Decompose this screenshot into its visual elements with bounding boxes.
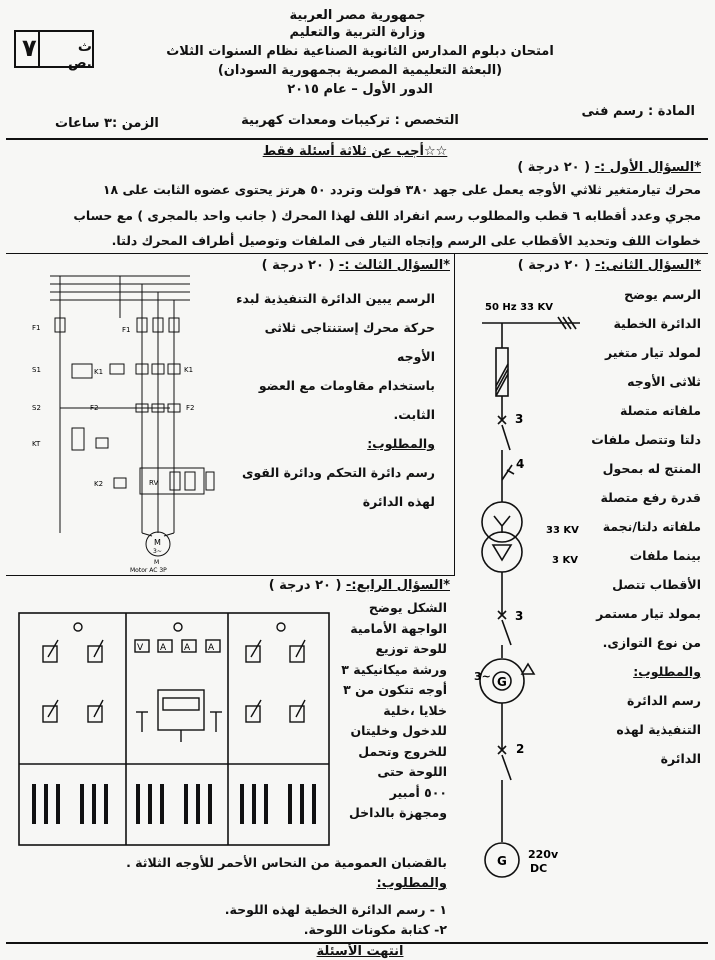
gen-mark: G — [497, 675, 507, 689]
q1-line1: محرك تيارمتغير ثلاثي الأوجه يعمل على جهد ٣٨٠ فولت وتردد ٥٠ هرتز يحتوى عضوه الثابت على ١٨ — [102, 182, 701, 197]
q2-line: ملفاته متصلة — [620, 403, 701, 418]
q3-text — [235, 284, 435, 516]
ammeter-label-2: A — [184, 643, 191, 653]
q2-line: ملفاته دلتا/نجمة — [602, 519, 701, 534]
q2-line: لمولد تيار متغير — [605, 345, 701, 360]
motor-caption: Motor AC 3P — [130, 567, 167, 573]
q4-switchboard-panel — [18, 612, 330, 850]
switch-label-4: 4 — [516, 457, 525, 471]
header-exam-title: امتحان دبلوم المدارس الثانوية الصناعية نظام السنوات الثلاث — [166, 44, 554, 59]
q3-title: *السؤال الثالث :- — [338, 258, 450, 273]
q3-required-line: لهذه الدائرة — [362, 494, 435, 509]
q1-line2: مجري وعدد أقطابه ٦ قطب والمطلوب رسم انفراد اللف لهذا المحرك ( جانب واحد بالمجرى ) مع حساب — [73, 208, 701, 223]
q2-line: من نوع التوازى. — [602, 635, 701, 650]
q1-divider — [6, 253, 708, 254]
gen-phase-label: 3~ — [474, 670, 491, 683]
f2b-label: F2 — [186, 404, 195, 412]
q2-line: بمولد تيار مستمر — [596, 606, 701, 621]
q4-line: اللوحة حتى — [377, 764, 447, 779]
header-divider — [6, 138, 708, 140]
hv-voltage-label: 33 KV — [546, 525, 579, 536]
q2-marks: ( ٢٠ درجة ) — [517, 258, 591, 273]
s1-label: S1 — [32, 366, 41, 374]
breaker-3 — [502, 620, 511, 645]
q2-line: بينما ملفات — [629, 548, 701, 563]
q2-required-line: التنفيذية لهذه — [616, 722, 701, 737]
outgoing-cell-right — [246, 623, 305, 722]
q2-line: المنتج له بمحول — [602, 461, 701, 476]
q4-header — [269, 578, 450, 593]
q2-single-line-diagram — [460, 290, 600, 890]
q4-required-title: والمطلوب: — [376, 876, 447, 891]
header-duration: الزمن :٣ ساعات — [55, 116, 159, 131]
header-subject: المادة : رسم فنى — [581, 104, 695, 119]
supply-label: 50 Hz 33 KV — [485, 302, 553, 313]
f2-label: F2 — [90, 404, 99, 412]
header-specialization: التخصص : تركيبات ومعدات كهربية — [241, 113, 459, 128]
q2-line: ثلاثى الأوجه — [627, 374, 701, 389]
lv-voltage-label: 3 KV — [552, 555, 578, 566]
q2-text — [589, 280, 701, 773]
header-ministry: وزارة التربية والتعليم — [289, 25, 426, 40]
q2-q3-divider — [454, 253, 455, 575]
kt-label: KT — [32, 440, 41, 448]
q1-header — [517, 160, 701, 175]
k1b-label: K1 — [184, 366, 194, 374]
q2-line: الدائرة الخطية — [613, 316, 701, 331]
dc-gen-mark: G — [497, 854, 507, 868]
code-box — [14, 30, 94, 71]
ammeter-label-3: A — [208, 643, 215, 653]
outgoing-cell-left — [43, 623, 103, 722]
q3-header — [262, 258, 450, 273]
switch-label-3: 3 — [515, 412, 524, 426]
voltmeter-label: V — [137, 643, 144, 653]
q4-line: أوجه تتكون من ٣ — [343, 682, 447, 697]
switch-label-gen: 3 — [515, 609, 524, 623]
q3-required-title: والمطلوب: — [367, 436, 435, 451]
dc-voltage-label: 220v — [528, 848, 559, 861]
motor-m-label: M — [154, 538, 161, 547]
q1-line3: خطوات اللف وتحديد الأقطاب على الرسم وإتجاه التيار فى الملفات وتوصيل أطراف المحرك دلتا. — [111, 233, 701, 248]
motor-phase-label: 3~ — [153, 548, 162, 555]
q2-line: قدرة رفع متصلة — [600, 490, 701, 505]
breaker-2 — [502, 755, 511, 780]
q4-line: ٥٠٠ أمبير — [389, 784, 447, 800]
q4-line: الواجهة الأمامية — [350, 620, 447, 636]
code-label: ث .ص — [67, 39, 92, 71]
q2-line: دلتا وتتصل ملفات — [591, 432, 701, 447]
s2-label: S2 — [32, 404, 41, 412]
footer-end: انتهت الأسئلة — [316, 944, 404, 959]
transformer-primary — [482, 502, 522, 542]
q3-line: الرسم يبين الدائرة التنفيذية لبدء — [236, 291, 435, 306]
motor-tag-label: M — [154, 559, 160, 566]
q1-marks: ( ٢٠ درجة ) — [517, 160, 591, 175]
q4-marks: ( ٢٠ درجة ) — [268, 578, 342, 593]
q2-required-line: الدائرة — [660, 751, 701, 766]
k2-label: K2 — [94, 480, 104, 488]
q4-line: ورشة ميكانيكية ٣ — [341, 661, 447, 677]
dc-type-label: DC — [530, 862, 548, 875]
f1-label: F1 — [32, 324, 41, 332]
q2-required-line: رسم الدائرة — [627, 693, 701, 708]
rv-label: RV — [149, 479, 159, 487]
q3-power-circuit — [30, 268, 242, 573]
code-divider — [38, 32, 40, 66]
q4-full-line: بالقضبان العمومية من النحاس الأحمر للأوجه الثلاثة . — [126, 855, 447, 870]
q2-title: *السؤال الثانى:- — [595, 258, 701, 273]
q4-line: ومجهزة بالداخل — [348, 805, 447, 820]
q3-line: حركة محرك إستنتاجى ثلاثى الأوجه — [264, 320, 435, 364]
q3-required-line: رسم دائرة التحكم ودائرة القوى — [242, 465, 435, 480]
q1-title: *السؤال الأول :- — [594, 160, 701, 175]
q4-text — [327, 598, 447, 824]
q2-header — [518, 258, 701, 273]
incoming-cell — [135, 623, 222, 742]
ammeter-label-1: A — [160, 643, 167, 653]
q3-marks: ( ٢٠ درجة ) — [261, 258, 335, 273]
header-mission: (البعثة التعليمية المصرية بجمهورية السودان) — [217, 63, 503, 78]
q3-q4-divider — [6, 575, 455, 576]
disconnector-3 — [502, 425, 510, 450]
q4-line: خلايا ،خلية — [383, 702, 447, 718]
q3-line: الثابت. — [393, 407, 435, 422]
q3-line: باستخدام مقاومات مع العضو — [258, 378, 435, 393]
q2-required-title: والمطلوب: — [633, 664, 701, 679]
fuse-rows — [32, 784, 316, 824]
switch-label-dc: 2 — [516, 742, 525, 756]
k1-label: K1 — [94, 368, 104, 376]
header-republic: جمهورية مصر العربية — [289, 8, 426, 23]
q2-line: الرسم يوضح — [624, 287, 701, 302]
f1b-label: F1 — [122, 326, 131, 334]
instruction: ☆☆أجب عن ثلاثة أسئلة فقط — [262, 144, 448, 159]
q4-line: الشكل يوضح — [368, 600, 447, 615]
transformer-secondary — [482, 532, 522, 572]
q4-line: للخروج وتحمل — [358, 743, 447, 759]
q4-required-2: ٢- كتابة مكونات اللوحة. — [303, 922, 447, 937]
code-number: ٧ — [22, 34, 37, 62]
q2-line: الأقطاب تتصل — [612, 577, 701, 592]
q4-line: للدخول وخليتان — [350, 723, 447, 738]
header-round: الدور الأول – عام ٢٠١٥ — [287, 82, 433, 97]
q4-title: *السؤال الرابع:- — [345, 578, 450, 593]
q4-line: للوحة توزيع — [375, 641, 447, 656]
q4-required-1: ١ - رسم الدائرة الخطية لهذه اللوحة. — [224, 902, 447, 917]
